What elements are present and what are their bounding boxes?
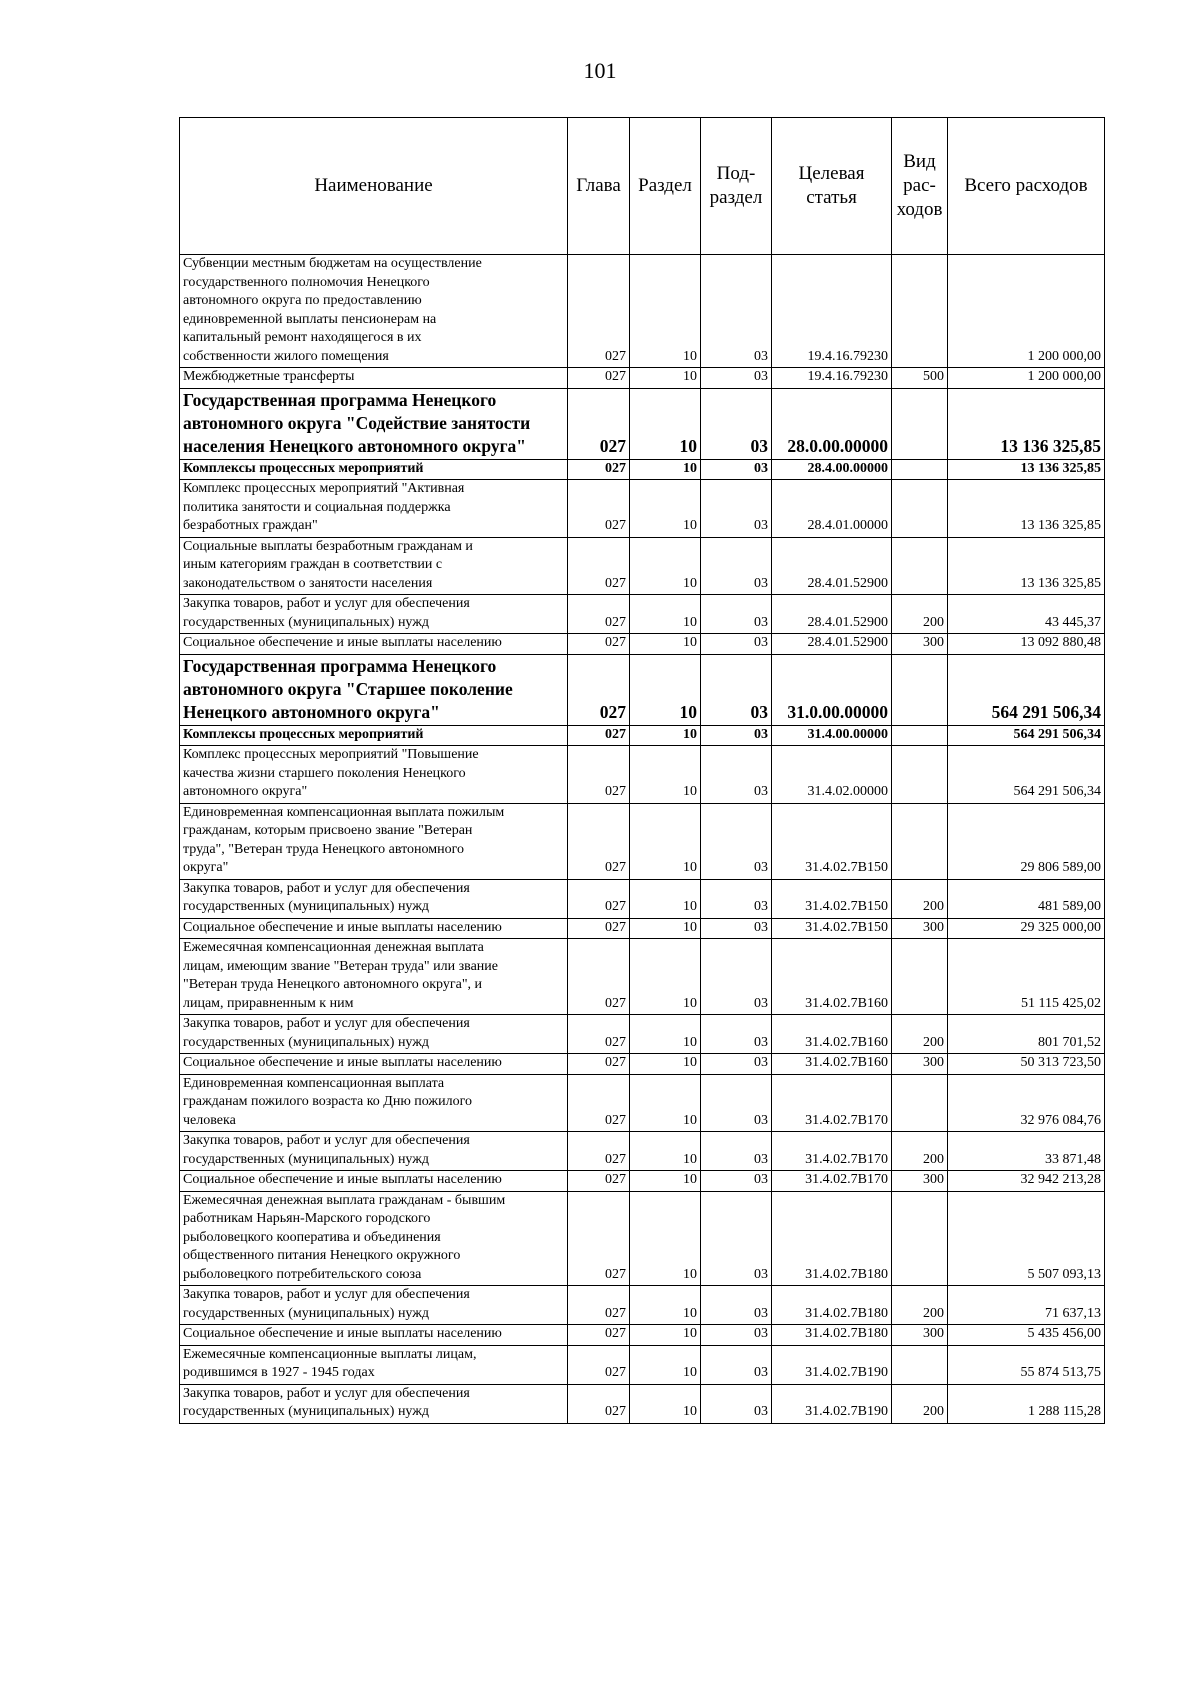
row-expense-type [892, 1345, 948, 1384]
row-subsection: 03 [701, 1384, 772, 1423]
row-target-article: 28.4.01.00000 [772, 480, 892, 538]
row-expense-type [892, 537, 948, 595]
row-target-article: 31.4.02.7В170 [772, 1074, 892, 1132]
row-section: 10 [630, 368, 701, 389]
row-target-article: 31.4.02.7В180 [772, 1286, 892, 1325]
row-chapter: 027 [568, 1054, 630, 1075]
row-section: 10 [630, 537, 701, 595]
row-chapter: 027 [568, 1345, 630, 1384]
row-chapter: 027 [568, 1384, 630, 1423]
row-name: Закупка товаров, работ и услуг для обеспечения государственных (муниципальных) нужд [180, 1286, 568, 1325]
table-row [180, 1171, 1105, 1192]
row-chapter: 027 [568, 1286, 630, 1325]
row-subsection: 03 [701, 537, 772, 595]
row-name: Единовременная компенсационная выплата гражданам пожилого возраста ко Дню пожилого человека [180, 1074, 568, 1132]
row-name: Комплекс процессных мероприятий "Повышение качества жизни старшего поколения Ненецкого автономного округа" [180, 746, 568, 804]
row-subsection: 03 [701, 1345, 772, 1384]
table-row [180, 368, 1105, 389]
row-target-article: 31.4.02.7В180 [772, 1191, 892, 1286]
header-target-article: Целевая статья [772, 118, 892, 255]
table-row [180, 537, 1105, 595]
row-expense-type: 300 [892, 1171, 948, 1192]
row-total: 33 871,48 [948, 1132, 1105, 1171]
row-expense-type [892, 388, 948, 459]
row-subsection: 03 [701, 918, 772, 939]
row-total: 29 806 589,00 [948, 803, 1105, 879]
row-name: Межбюджетные трансферты [180, 368, 568, 389]
row-name: Закупка товаров, работ и услуг для обеспечения государственных (муниципальных) нужд [180, 595, 568, 634]
row-total: 481 589,00 [948, 879, 1105, 918]
row-expense-type: 300 [892, 1325, 948, 1346]
table-row [180, 1191, 1105, 1286]
table-row [180, 918, 1105, 939]
row-expense-type [892, 803, 948, 879]
row-name: Ежемесячная денежная выплата гражданам - бывшим работникам Нарьян-Марского городского рыболовецкого кооператива и объединения общественного питания Ненецкого окружного рыболовецкого потребительского союза [180, 1191, 568, 1286]
row-section: 10 [630, 1345, 701, 1384]
table-row [180, 255, 1105, 368]
row-expense-type [892, 746, 948, 804]
row-chapter: 027 [568, 918, 630, 939]
row-chapter: 027 [568, 725, 630, 746]
row-subsection: 03 [701, 255, 772, 368]
table-row [180, 1345, 1105, 1384]
row-section: 10 [630, 1015, 701, 1054]
row-subsection: 03 [701, 746, 772, 804]
row-section: 10 [630, 1054, 701, 1075]
row-total: 801 701,52 [948, 1015, 1105, 1054]
row-subsection: 03 [701, 480, 772, 538]
row-section: 10 [630, 1132, 701, 1171]
header-subsection: Под- раздел [701, 118, 772, 255]
row-target-article: 31.4.02.7В180 [772, 1325, 892, 1346]
row-target-article: 31.4.00.00000 [772, 725, 892, 746]
row-expense-type: 200 [892, 1132, 948, 1171]
row-target-article: 31.4.02.7В160 [772, 1054, 892, 1075]
row-section: 10 [630, 1325, 701, 1346]
row-target-article: 31.4.02.7В160 [772, 939, 892, 1015]
row-target-article: 31.4.02.7В160 [772, 1015, 892, 1054]
row-total: 564 291 506,34 [948, 746, 1105, 804]
table-row [180, 634, 1105, 655]
row-total: 29 325 000,00 [948, 918, 1105, 939]
row-section: 10 [630, 459, 701, 480]
row-expense-type: 200 [892, 879, 948, 918]
row-subsection: 03 [701, 1132, 772, 1171]
row-name: Социальное обеспечение и иные выплаты населению [180, 918, 568, 939]
row-expense-type: 200 [892, 1286, 948, 1325]
row-expense-type [892, 654, 948, 725]
row-section: 10 [630, 1286, 701, 1325]
row-expense-type [892, 1191, 948, 1286]
row-total: 71 637,13 [948, 1286, 1105, 1325]
row-chapter: 027 [568, 1325, 630, 1346]
row-name: Единовременная компенсационная выплата пожилым гражданам, которым присвоено звание "Ветеран труда", "Ветеран труда Ненецкого автономного округа" [180, 803, 568, 879]
row-chapter: 027 [568, 746, 630, 804]
row-subsection: 03 [701, 388, 772, 459]
row-name: Ежемесячная компенсационная денежная выплата лицам, имеющим звание "Ветеран труда" или звание "Ветеран труда Ненецкого автономного округа", и лицам, приравненным к ним [180, 939, 568, 1015]
row-section: 10 [630, 1171, 701, 1192]
row-name: Социальные выплаты безработным гражданам и иным категориям граждан в соответствии с законодательством о занятости населения [180, 537, 568, 595]
row-subsection: 03 [701, 1325, 772, 1346]
table-row [180, 879, 1105, 918]
row-subsection: 03 [701, 459, 772, 480]
row-expense-type: 500 [892, 368, 948, 389]
row-chapter: 027 [568, 1171, 630, 1192]
row-section: 10 [630, 654, 701, 725]
row-chapter: 027 [568, 1132, 630, 1171]
row-target-article: 28.4.01.52900 [772, 537, 892, 595]
row-subsection: 03 [701, 1286, 772, 1325]
row-name: Закупка товаров, работ и услуг для обеспечения государственных (муниципальных) нужд [180, 1132, 568, 1171]
row-subsection: 03 [701, 725, 772, 746]
row-section: 10 [630, 480, 701, 538]
row-name: Ежемесячные компенсационные выплаты лицам, родившимся в 1927 - 1945 годах [180, 1345, 568, 1384]
row-subsection: 03 [701, 1015, 772, 1054]
row-subsection: 03 [701, 654, 772, 725]
row-chapter: 027 [568, 595, 630, 634]
row-target-article: 31.4.02.7В170 [772, 1171, 892, 1192]
row-subsection: 03 [701, 1054, 772, 1075]
row-section: 10 [630, 746, 701, 804]
row-section: 10 [630, 939, 701, 1015]
row-name: Социальное обеспечение и иные выплаты населению [180, 1171, 568, 1192]
row-total: 1 200 000,00 [948, 255, 1105, 368]
row-expense-type [892, 725, 948, 746]
table-row [180, 939, 1105, 1015]
row-section: 10 [630, 725, 701, 746]
row-section: 10 [630, 803, 701, 879]
row-chapter: 027 [568, 537, 630, 595]
row-total: 1 288 115,28 [948, 1384, 1105, 1423]
row-total: 32 942 213,28 [948, 1171, 1105, 1192]
row-expense-type [892, 255, 948, 368]
row-name: Комплексы процессных мероприятий [180, 725, 568, 746]
row-section: 10 [630, 634, 701, 655]
row-target-article: 28.4.00.00000 [772, 459, 892, 480]
row-subsection: 03 [701, 879, 772, 918]
table-row [180, 1015, 1105, 1054]
table-row [180, 1132, 1105, 1171]
row-total: 1 200 000,00 [948, 368, 1105, 389]
row-name: Комплекс процессных мероприятий "Активная политика занятости и социальная поддержка безработных граждан" [180, 480, 568, 538]
row-chapter: 027 [568, 388, 630, 459]
row-target-article: 28.0.00.00000 [772, 388, 892, 459]
row-name: Социальное обеспечение и иные выплаты населению [180, 634, 568, 655]
row-total: 50 313 723,50 [948, 1054, 1105, 1075]
page-number: 101 [583, 58, 617, 83]
row-section: 10 [630, 255, 701, 368]
table-row [180, 595, 1105, 634]
row-section: 10 [630, 1191, 701, 1286]
row-total: 13 136 325,85 [948, 537, 1105, 595]
table-row [180, 1325, 1105, 1346]
row-subsection: 03 [701, 368, 772, 389]
budget-table [179, 117, 1105, 1424]
row-expense-type: 300 [892, 1054, 948, 1075]
table-header [180, 118, 1105, 255]
row-name: Государственная программа Ненецкого автономного округа "Содействие занятости населения Ненецкого автономного округа" [180, 388, 568, 459]
row-expense-type: 200 [892, 1384, 948, 1423]
row-section: 10 [630, 879, 701, 918]
table-row [180, 1054, 1105, 1075]
row-target-article: 31.4.02.7В150 [772, 803, 892, 879]
row-section: 10 [630, 388, 701, 459]
row-target-article: 31.0.00.00000 [772, 654, 892, 725]
row-chapter: 027 [568, 1074, 630, 1132]
row-total: 13 136 325,85 [948, 480, 1105, 538]
table-row [180, 1074, 1105, 1132]
table-row [180, 1384, 1105, 1423]
row-chapter: 027 [568, 368, 630, 389]
row-total: 43 445,37 [948, 595, 1105, 634]
row-chapter: 027 [568, 459, 630, 480]
row-name: Социальное обеспечение и иные выплаты населению [180, 1325, 568, 1346]
row-target-article: 31.4.02.7В150 [772, 918, 892, 939]
row-total: 5 435 456,00 [948, 1325, 1105, 1346]
row-total: 13 092 880,48 [948, 634, 1105, 655]
table-row [180, 388, 1105, 459]
row-chapter: 027 [568, 634, 630, 655]
row-name: Комплексы процессных мероприятий [180, 459, 568, 480]
header-total: Всего расходов [948, 118, 1105, 255]
row-expense-type: 300 [892, 918, 948, 939]
row-section: 10 [630, 918, 701, 939]
row-target-article: 31.4.02.7В190 [772, 1345, 892, 1384]
row-subsection: 03 [701, 1171, 772, 1192]
row-chapter: 027 [568, 939, 630, 1015]
row-chapter: 027 [568, 1015, 630, 1054]
row-chapter: 027 [568, 879, 630, 918]
row-name: Закупка товаров, работ и услуг для обеспечения государственных (муниципальных) нужд [180, 1384, 568, 1423]
row-total: 13 136 325,85 [948, 388, 1105, 459]
header-section: Раздел [630, 118, 701, 255]
row-target-article: 19.4.16.79230 [772, 368, 892, 389]
table-body [180, 255, 1105, 1424]
row-chapter: 027 [568, 255, 630, 368]
row-chapter: 027 [568, 654, 630, 725]
row-target-article: 28.4.01.52900 [772, 634, 892, 655]
row-total: 51 115 425,02 [948, 939, 1105, 1015]
row-total: 32 976 084,76 [948, 1074, 1105, 1132]
row-target-article: 31.4.02.00000 [772, 746, 892, 804]
row-total: 55 874 513,75 [948, 1345, 1105, 1384]
row-name: Субвенции местным бюджетам на осуществление государственного полномочия Ненецкого автономного округа по предоставлению единовременной выплаты пенсионерам на капитальный ремонт находящегося в их собственности жилого помещения [180, 255, 568, 368]
row-subsection: 03 [701, 1191, 772, 1286]
row-target-article: 31.4.02.7В170 [772, 1132, 892, 1171]
row-name: Государственная программа Ненецкого автономного округа "Старшее поколение Ненецкого автономного округа" [180, 654, 568, 725]
row-chapter: 027 [568, 1191, 630, 1286]
row-target-article: 31.4.02.7В150 [772, 879, 892, 918]
row-expense-type: 200 [892, 595, 948, 634]
row-chapter: 027 [568, 480, 630, 538]
table-row [180, 746, 1105, 804]
row-subsection: 03 [701, 939, 772, 1015]
table-row [180, 725, 1105, 746]
row-name: Социальное обеспечение и иные выплаты населению [180, 1054, 568, 1075]
row-subsection: 03 [701, 595, 772, 634]
row-target-article: 28.4.01.52900 [772, 595, 892, 634]
row-target-article: 31.4.02.7В190 [772, 1384, 892, 1423]
table-row [180, 803, 1105, 879]
row-expense-type [892, 939, 948, 1015]
row-subsection: 03 [701, 1074, 772, 1132]
row-subsection: 03 [701, 634, 772, 655]
row-subsection: 03 [701, 803, 772, 879]
table-row [180, 1286, 1105, 1325]
row-total: 564 291 506,34 [948, 725, 1105, 746]
row-section: 10 [630, 1074, 701, 1132]
row-name: Закупка товаров, работ и услуг для обеспечения государственных (муниципальных) нужд [180, 879, 568, 918]
row-expense-type [892, 1074, 948, 1132]
row-expense-type: 200 [892, 1015, 948, 1054]
table-row [180, 459, 1105, 480]
row-expense-type [892, 480, 948, 538]
row-section: 10 [630, 1384, 701, 1423]
row-total: 5 507 093,13 [948, 1191, 1105, 1286]
row-section: 10 [630, 595, 701, 634]
row-name: Закупка товаров, работ и услуг для обеспечения государственных (муниципальных) нужд [180, 1015, 568, 1054]
header-name: Наименование [180, 118, 568, 255]
header-expense-type: Вид рас- ходов [892, 118, 948, 255]
table-row [180, 654, 1105, 725]
row-total: 13 136 325,85 [948, 459, 1105, 480]
row-chapter: 027 [568, 803, 630, 879]
row-expense-type [892, 459, 948, 480]
header-chapter: Глава [568, 118, 630, 255]
row-total: 564 291 506,34 [948, 654, 1105, 725]
row-target-article: 19.4.16.79230 [772, 255, 892, 368]
table-row [180, 480, 1105, 538]
row-expense-type: 300 [892, 634, 948, 655]
